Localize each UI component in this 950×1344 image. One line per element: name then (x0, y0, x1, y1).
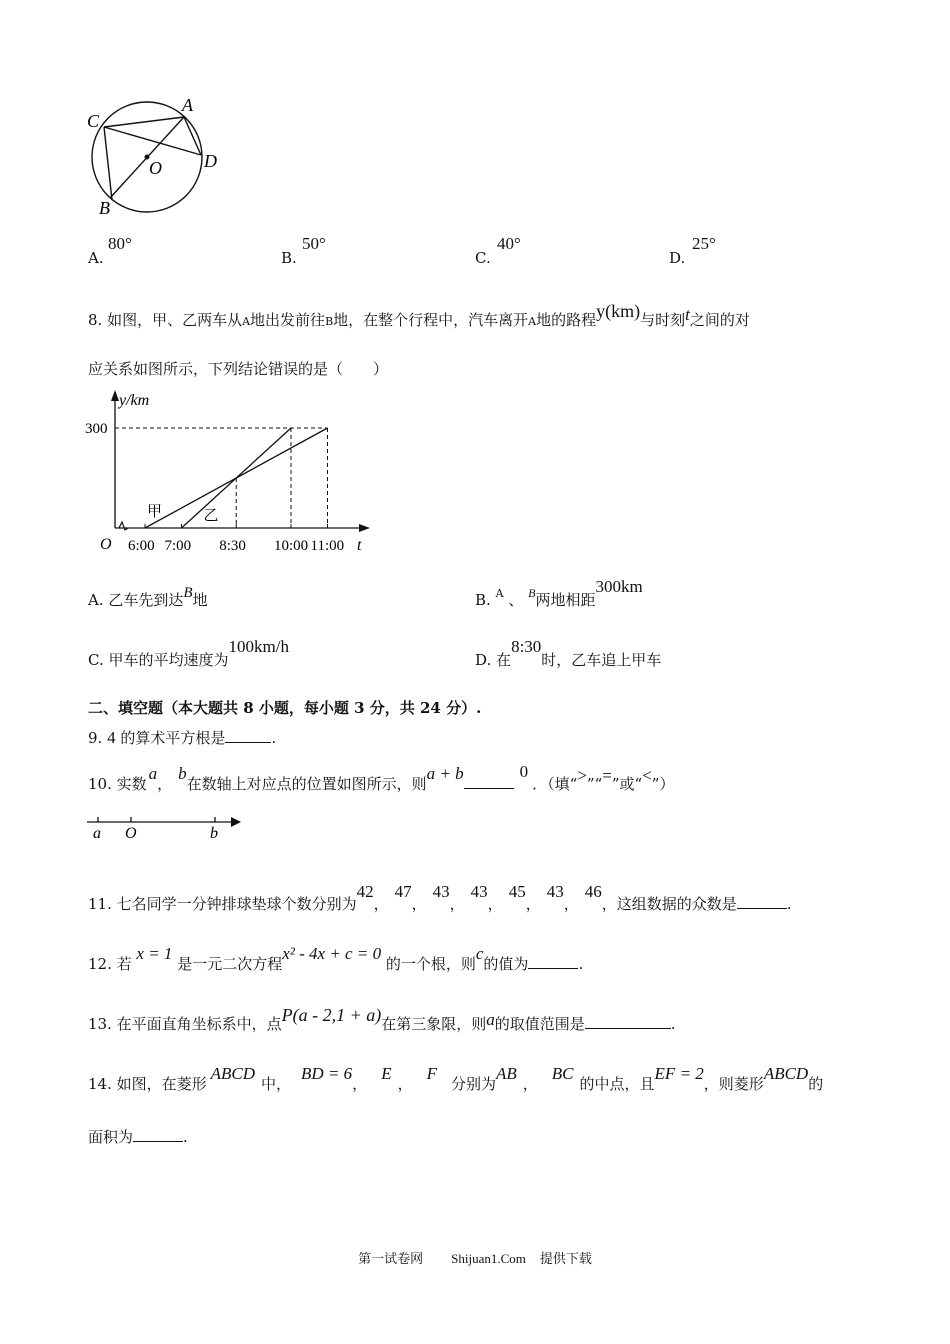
q7-option-a-value: 80° (108, 234, 132, 253)
q10: 10. 实数a，b在数轴上对应点的位置如图所示，则a + b 0．（填“>”“=”或“<”） (88, 762, 675, 793)
y-axis-label: y/km (119, 392, 150, 409)
number-line (85, 812, 245, 844)
q13: 13. 在平面直角坐标系中，点P(a - 2,1 + a)在第三象限，则a的取值范围是 . (88, 1005, 676, 1033)
series-jia-label: 甲 (147, 504, 163, 520)
distance-time-chart (85, 385, 385, 560)
q8-option-c: C. 甲车的平均速度为100km/h (88, 637, 289, 669)
q11: 11. 七名同学一分钟排球垫球个数分别为42，47，43，43，45，43，46，这组数据的众数是 . (88, 882, 792, 913)
q8-option-b: B. $^A$ 、 $^B$两地相距300km (475, 577, 643, 609)
y-tick-label: 300 (85, 421, 108, 437)
q7-option-c: C. (475, 249, 491, 267)
footer (0, 1248, 950, 1267)
chord-cb-line (104, 117, 184, 127)
number-line-arrow (231, 817, 241, 827)
q7-option-a: A. (88, 249, 104, 267)
q11-blank[interactable] (737, 894, 787, 909)
q7-option-c-value: 40° (497, 234, 521, 253)
axis-break (119, 522, 128, 530)
q13-blank[interactable] (585, 1014, 671, 1029)
series-yi-label: 乙 (203, 508, 219, 524)
q8-option-a: A. 乙车先到达B地 (88, 585, 208, 609)
q7-option-d: D. (669, 249, 686, 267)
footer-url: Shijuan1.Com (451, 1251, 526, 1266)
point-a-label: a (93, 825, 101, 842)
point-o-label: O (125, 825, 137, 842)
q14-line1: 14. 如图，在菱形ABCD中，BD = 6，E，F分别为AB，BC的中点，且EF = 2，则菱形ABCD的 (88, 1064, 824, 1093)
q8-option-d: D. 在8:30时，乙车追上甲车 (475, 637, 662, 669)
y-axis-arrow (111, 390, 119, 401)
q9: 9. 4 的算术平方根是 . (88, 728, 277, 747)
label-d: D (204, 151, 217, 171)
origin-label: O (100, 536, 112, 553)
q12: 12. 若 x = 1 是一元二次方程x² - 4x + c = 0 的一个根，则c的值为 . (88, 944, 584, 973)
q8-line2: 应关系如图所示，下列结论错误的是（ ） (88, 360, 389, 378)
label-c: C (87, 111, 100, 131)
label-a: A (182, 95, 193, 115)
q7-option-b-value: 50° (302, 234, 326, 253)
x-tick-label: 8:30 (219, 538, 246, 554)
footer-site: 第一试卷网 (358, 1252, 424, 1267)
chart-marks (115, 428, 328, 528)
q7-option-b: B. (281, 249, 297, 267)
q14-line2: 面积为 . (88, 1128, 188, 1146)
x-tick-label: 6:00 (128, 538, 155, 554)
x-tick-label: 7:00 (164, 538, 192, 554)
q12-blank[interactable] (528, 954, 578, 969)
point-b-label: b (210, 825, 218, 842)
x-axis-label: t (357, 537, 362, 554)
footer-tail: 提供下载 (539, 1252, 592, 1267)
q8-line1: 8. 如图，甲、乙两车从A地出发前往B地，在整个行程中，汽车离开A地的路程y(km)与时刻t之间的对 (88, 301, 750, 329)
section2-title: 二、填空题（本大题共 8 小题，每小题 3 分，共 24 分）. (88, 699, 482, 717)
x-tick-label: 10:00 (274, 538, 309, 554)
q9-blank[interactable] (225, 728, 271, 743)
x-tick-label: 11:00 (310, 538, 345, 554)
chord-ca-line (104, 127, 112, 200)
q10-blank[interactable] (464, 774, 514, 789)
label-o: O (149, 158, 162, 178)
x-axis-arrow (359, 524, 370, 532)
label-b: B (99, 198, 110, 218)
q7-option-d-value: 25° (692, 234, 716, 253)
circle-figure (80, 95, 230, 220)
q14-blank[interactable] (133, 1127, 183, 1142)
